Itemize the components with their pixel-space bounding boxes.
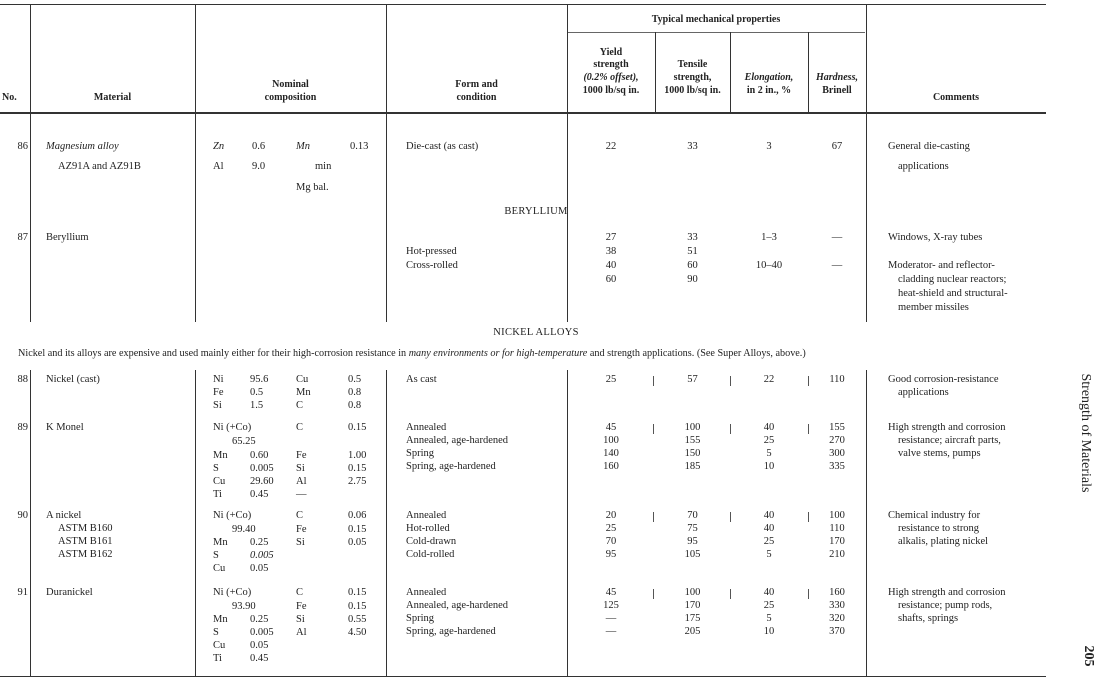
comp-element: Cu xyxy=(213,640,226,651)
form-condition: Hot-rolled xyxy=(406,523,450,534)
comp-value: 99.40 xyxy=(232,524,256,535)
comp-value: 0.005 xyxy=(250,627,274,638)
comp-value: 95.6 xyxy=(250,374,269,385)
row-number: 87 xyxy=(17,232,28,243)
comment-line: alkalis, plating nickel xyxy=(898,536,989,547)
comment-line: applications xyxy=(898,161,949,172)
header-yield-3: (0.2% offset), xyxy=(583,72,639,83)
hardness-value: 335 xyxy=(829,461,845,472)
comp-value: 93.90 xyxy=(232,601,256,612)
comment-line: valve stems, pumps xyxy=(898,448,981,459)
elongation-value: 22 xyxy=(763,374,775,385)
header-elongation-2: in 2 in., % xyxy=(746,85,792,96)
hardness-value: 170 xyxy=(829,536,845,547)
comp-note: Mg bal. xyxy=(296,182,329,193)
header-yield-1: Yield xyxy=(599,47,623,58)
yield-value: — xyxy=(605,613,617,624)
form-condition: Spring, age-hardened xyxy=(406,461,496,472)
form-condition: Annealed xyxy=(406,422,447,433)
yield-value: 45 xyxy=(605,422,617,433)
form-condition: Spring xyxy=(406,448,435,459)
tensile-value: 33 xyxy=(687,141,698,152)
comp-element: Mn xyxy=(213,614,228,625)
comp-element: Mn xyxy=(296,141,310,152)
yield-value: 100 xyxy=(603,435,619,446)
tensile-value: 150 xyxy=(684,448,701,459)
hardness-value: 160 xyxy=(829,587,845,598)
comment-line: resistance; aircraft parts, xyxy=(898,435,1001,446)
tensile-value: 51 xyxy=(687,246,698,257)
material-name: Duranickel xyxy=(46,587,93,598)
comment-line: Chemical industry for xyxy=(888,510,981,521)
comp-element: C xyxy=(296,587,304,598)
header-no: No. xyxy=(2,92,17,103)
material-name: A nickel xyxy=(46,510,82,521)
yield-value: 22 xyxy=(605,141,617,152)
comp-value: 0.15 xyxy=(348,601,367,612)
comp-element: Ni (+Co) xyxy=(213,422,252,433)
comp-element: Fe xyxy=(296,450,307,461)
material-spec: AZ91A and AZ91B xyxy=(58,161,141,172)
comp-element: Si xyxy=(296,537,305,548)
elongation-value: 40 xyxy=(763,510,775,521)
header-nominal-1: Nominal xyxy=(272,79,309,90)
elongation-value: 5 xyxy=(766,448,772,459)
yield-value: 25 xyxy=(605,523,617,534)
comp-element: C xyxy=(296,510,304,521)
running-head-title: Strength of Materials xyxy=(1078,373,1093,493)
hardness-value: 370 xyxy=(829,626,845,637)
row-number: 89 xyxy=(17,422,28,433)
form-condition: Spring, age-hardened xyxy=(406,626,496,637)
comment-line: applications xyxy=(898,387,949,398)
comp-value: 0.005 xyxy=(250,463,274,474)
header-nominal-2: composition xyxy=(264,92,317,103)
header-tensile-3: 1000 lb/sq in. xyxy=(664,85,721,96)
yield-value: 20 xyxy=(605,510,617,521)
section-beryllium: BERYLLIUM xyxy=(504,206,568,217)
tensile-value: 105 xyxy=(684,549,701,560)
hardness-value: 100 xyxy=(829,510,845,521)
tensile-value: 95 xyxy=(687,536,698,547)
comp-value: 0.15 xyxy=(348,587,367,598)
col-rule-material xyxy=(195,4,196,322)
comp-element: Mn xyxy=(213,450,228,461)
header-elongation-1: Elongation, xyxy=(744,72,794,83)
yield-value: 70 xyxy=(605,536,617,547)
comp-element: Ni (+Co) xyxy=(213,587,252,598)
comp-element: Ti xyxy=(213,489,222,500)
comment-line: resistance; pump rods, xyxy=(898,600,993,611)
row-number: 88 xyxy=(17,374,28,385)
header-bottom-rule xyxy=(0,112,1046,114)
comp-element: Si xyxy=(296,614,305,625)
comp-value: 0.15 xyxy=(348,422,367,433)
comment-line: resistance to strong xyxy=(898,523,980,534)
comp-element: Si xyxy=(296,463,305,474)
yield-value: 125 xyxy=(603,600,619,611)
header-tensile-1: Tensile xyxy=(677,59,708,70)
comment-line: High strength and corrosion xyxy=(888,422,1006,433)
hardness-value: — xyxy=(831,260,843,271)
section-note: Nickel and its alloys are expensive and used mainly either for their high-corrosion resistance in many environments or for high-temperature and strength applications. (See Super Alloys, above.) xyxy=(18,348,806,359)
yield-value: 160 xyxy=(603,461,619,472)
comp-element: C xyxy=(296,422,304,433)
comment-line: Windows, X-ray tubes xyxy=(888,232,983,243)
comp-value: 1.5 xyxy=(250,400,264,411)
comp-element: Mn xyxy=(296,387,311,398)
comment-line: General die-casting xyxy=(888,141,970,152)
comp-value: 0.05 xyxy=(250,563,269,574)
tensile-value: 60 xyxy=(687,260,698,271)
comp-value: 1.00 xyxy=(348,450,367,461)
hardness-value: 155 xyxy=(829,422,845,433)
tensile-value: 70 xyxy=(687,510,698,521)
comp-element: Cu xyxy=(296,374,309,385)
yield-value: — xyxy=(605,626,617,637)
comp-value: 0.15 xyxy=(348,463,367,474)
comp-value: 0.05 xyxy=(250,640,269,651)
hardness-value: 210 xyxy=(829,549,845,560)
elongation-value: 40 xyxy=(763,523,775,534)
comp-element: Cu xyxy=(213,563,226,574)
yield-value: 38 xyxy=(605,246,617,257)
comp-value: 65.25 xyxy=(232,436,256,447)
col-rule-no-lower xyxy=(30,370,31,677)
yield-value: 27 xyxy=(605,232,617,243)
hardness-value: 320 xyxy=(829,613,845,624)
page-number: 205 xyxy=(1081,645,1096,667)
comp-value: 0.8 xyxy=(348,387,362,398)
form-condition: Annealed, age-hardened xyxy=(406,435,509,446)
comp-element: Ni xyxy=(213,374,224,385)
comp-element: S xyxy=(213,463,219,474)
comp-value: 9.0 xyxy=(252,161,266,172)
row-number: 86 xyxy=(17,141,28,152)
tensile-value: 170 xyxy=(684,600,701,611)
form-condition: Hot-pressed xyxy=(406,246,457,257)
section-nickel-alloys: NICKEL ALLOYS xyxy=(493,327,579,338)
tensile-value: 155 xyxy=(684,435,701,446)
header-yield-4: 1000 lb/sq in. xyxy=(582,85,640,96)
material-name: K Monel xyxy=(46,422,84,433)
comp-element: Al xyxy=(296,476,307,487)
hardness-value: 270 xyxy=(829,435,845,446)
col-rule-hardness xyxy=(866,4,867,322)
header-hardness-1: Hardness, xyxy=(816,72,858,83)
comp-element: S xyxy=(213,627,219,638)
header-yield-2: strength xyxy=(593,59,629,70)
col-rule-hardness-lower xyxy=(866,370,867,677)
comp-element: — xyxy=(296,489,307,500)
material-spec: ASTM B162 xyxy=(58,549,113,560)
table-top-rule xyxy=(0,4,1046,5)
comp-note: min xyxy=(315,161,332,172)
form-condition: Cold-rolled xyxy=(406,549,455,560)
comment-line: cladding nuclear reactors; xyxy=(898,274,1007,285)
elongation-value: 10–40 xyxy=(755,260,783,271)
material-name: Nickel (cast) xyxy=(46,374,100,385)
yield-value: 140 xyxy=(603,448,619,459)
comp-element: C xyxy=(296,400,304,411)
col-rule-material-lower xyxy=(195,370,196,677)
comp-value: 4.50 xyxy=(348,627,367,638)
comment-line: Good corrosion-resistance xyxy=(888,374,999,385)
row-number: 90 xyxy=(17,510,28,521)
comp-value: 0.05 xyxy=(348,537,367,548)
comp-element: S xyxy=(213,550,219,561)
elongation-value: 5 xyxy=(766,613,772,624)
comp-element: Fe xyxy=(296,524,307,535)
elongation-value: 25 xyxy=(763,435,775,446)
elongation-value: 5 xyxy=(766,549,772,560)
elongation-value: 1–3 xyxy=(761,232,777,243)
tensile-value: 185 xyxy=(684,461,701,472)
material-name: Beryllium xyxy=(46,232,89,243)
comp-value: 0.13 xyxy=(350,141,369,152)
hardness-value: 67 xyxy=(831,141,843,152)
header-comments: Comments xyxy=(932,92,980,103)
hardness-value: 300 xyxy=(829,448,845,459)
comp-value: 2.75 xyxy=(348,476,367,487)
comp-value: 0.45 xyxy=(250,489,269,500)
header-form-2: condition xyxy=(456,92,497,103)
comp-value: 29.60 xyxy=(250,476,274,487)
comp-element: Fe xyxy=(296,601,307,612)
comp-value: 0.15 xyxy=(348,524,367,535)
comp-value: 0.06 xyxy=(348,510,367,521)
tensile-value: 175 xyxy=(684,613,701,624)
elongation-value: 40 xyxy=(763,422,775,433)
comp-value: 0.60 xyxy=(250,450,269,461)
row-number: 91 xyxy=(17,587,28,598)
col-rule-composition xyxy=(386,4,387,322)
yield-value: 25 xyxy=(605,374,617,385)
comp-element: Zn xyxy=(213,141,225,152)
yield-value: 60 xyxy=(605,274,617,285)
group-header-rule xyxy=(567,32,865,33)
comp-value: 0.5 xyxy=(250,387,264,398)
hardness-value: 110 xyxy=(829,374,845,385)
elongation-value: 40 xyxy=(763,587,775,598)
elongation-value: 10 xyxy=(763,626,775,637)
comp-value: 0.55 xyxy=(348,614,367,625)
comment-line: Moderator- and reflector- xyxy=(888,260,995,271)
elongation-value: 25 xyxy=(763,536,775,547)
header-material: Material xyxy=(93,92,132,103)
comp-element: Fe xyxy=(213,387,224,398)
elongation-value: 10 xyxy=(763,461,775,472)
form-condition: Cross-rolled xyxy=(406,260,458,271)
header-form-1: Form and xyxy=(455,79,498,90)
header-typical-properties: Typical mechanical properties xyxy=(651,14,781,25)
comment-line: shafts, springs xyxy=(898,613,959,624)
col-rule-no xyxy=(30,4,31,322)
comp-element: Ti xyxy=(213,653,222,664)
comp-element: Si xyxy=(213,400,222,411)
hardness-value: — xyxy=(831,232,843,243)
tensile-value: 100 xyxy=(684,422,701,433)
form-condition: Annealed xyxy=(406,587,447,598)
yield-value: 45 xyxy=(605,587,617,598)
comp-value: 0.5 xyxy=(348,374,362,385)
tensile-value: 57 xyxy=(687,374,698,385)
comp-value: 0.45 xyxy=(250,653,269,664)
comp-element: Mn xyxy=(213,537,228,548)
tensile-value: 90 xyxy=(687,274,698,285)
comment-line: member missiles xyxy=(898,302,969,313)
yield-value: 40 xyxy=(605,260,617,271)
form-condition: Die-cast (as cast) xyxy=(406,141,479,152)
tensile-value: 75 xyxy=(687,523,698,534)
form-condition: Annealed, age-hardened xyxy=(406,600,509,611)
form-condition: Spring xyxy=(406,613,435,624)
tensile-value: 33 xyxy=(687,232,698,243)
comp-value: 0.25 xyxy=(250,614,269,625)
elongation-value: 3 xyxy=(766,141,772,152)
comp-value: 0.005 xyxy=(250,550,274,561)
header-hardness-2: Brinell xyxy=(822,85,852,96)
comp-element: Cu xyxy=(213,476,226,487)
header-tensile-2: strength, xyxy=(673,72,712,83)
form-condition: Cold-drawn xyxy=(406,536,457,547)
comment-line: High strength and corrosion xyxy=(888,587,1006,598)
material-spec: ASTM B160 xyxy=(58,523,113,534)
comp-element: Al xyxy=(296,627,307,638)
tensile-value: 100 xyxy=(684,587,701,598)
table-bottom-rule xyxy=(0,676,1046,677)
comp-value: 0.8 xyxy=(348,400,362,411)
elongation-value: 25 xyxy=(763,600,775,611)
comp-value: 0.25 xyxy=(250,537,269,548)
col-rule-composition-lower xyxy=(386,370,387,677)
material-name: Magnesium alloy xyxy=(46,141,119,152)
tensile-value: 205 xyxy=(684,626,701,637)
yield-value: 95 xyxy=(605,549,617,560)
hardness-value: 110 xyxy=(829,523,845,534)
comp-value: 0.6 xyxy=(252,141,266,152)
comment-line: heat-shield and structural- xyxy=(898,288,1008,299)
comp-element: Ni (+Co) xyxy=(213,510,252,521)
form-condition: As cast xyxy=(406,374,437,385)
form-condition: Annealed xyxy=(406,510,447,521)
hardness-value: 330 xyxy=(829,600,845,611)
material-spec: ASTM B161 xyxy=(58,536,113,547)
comp-element: Al xyxy=(213,161,224,172)
